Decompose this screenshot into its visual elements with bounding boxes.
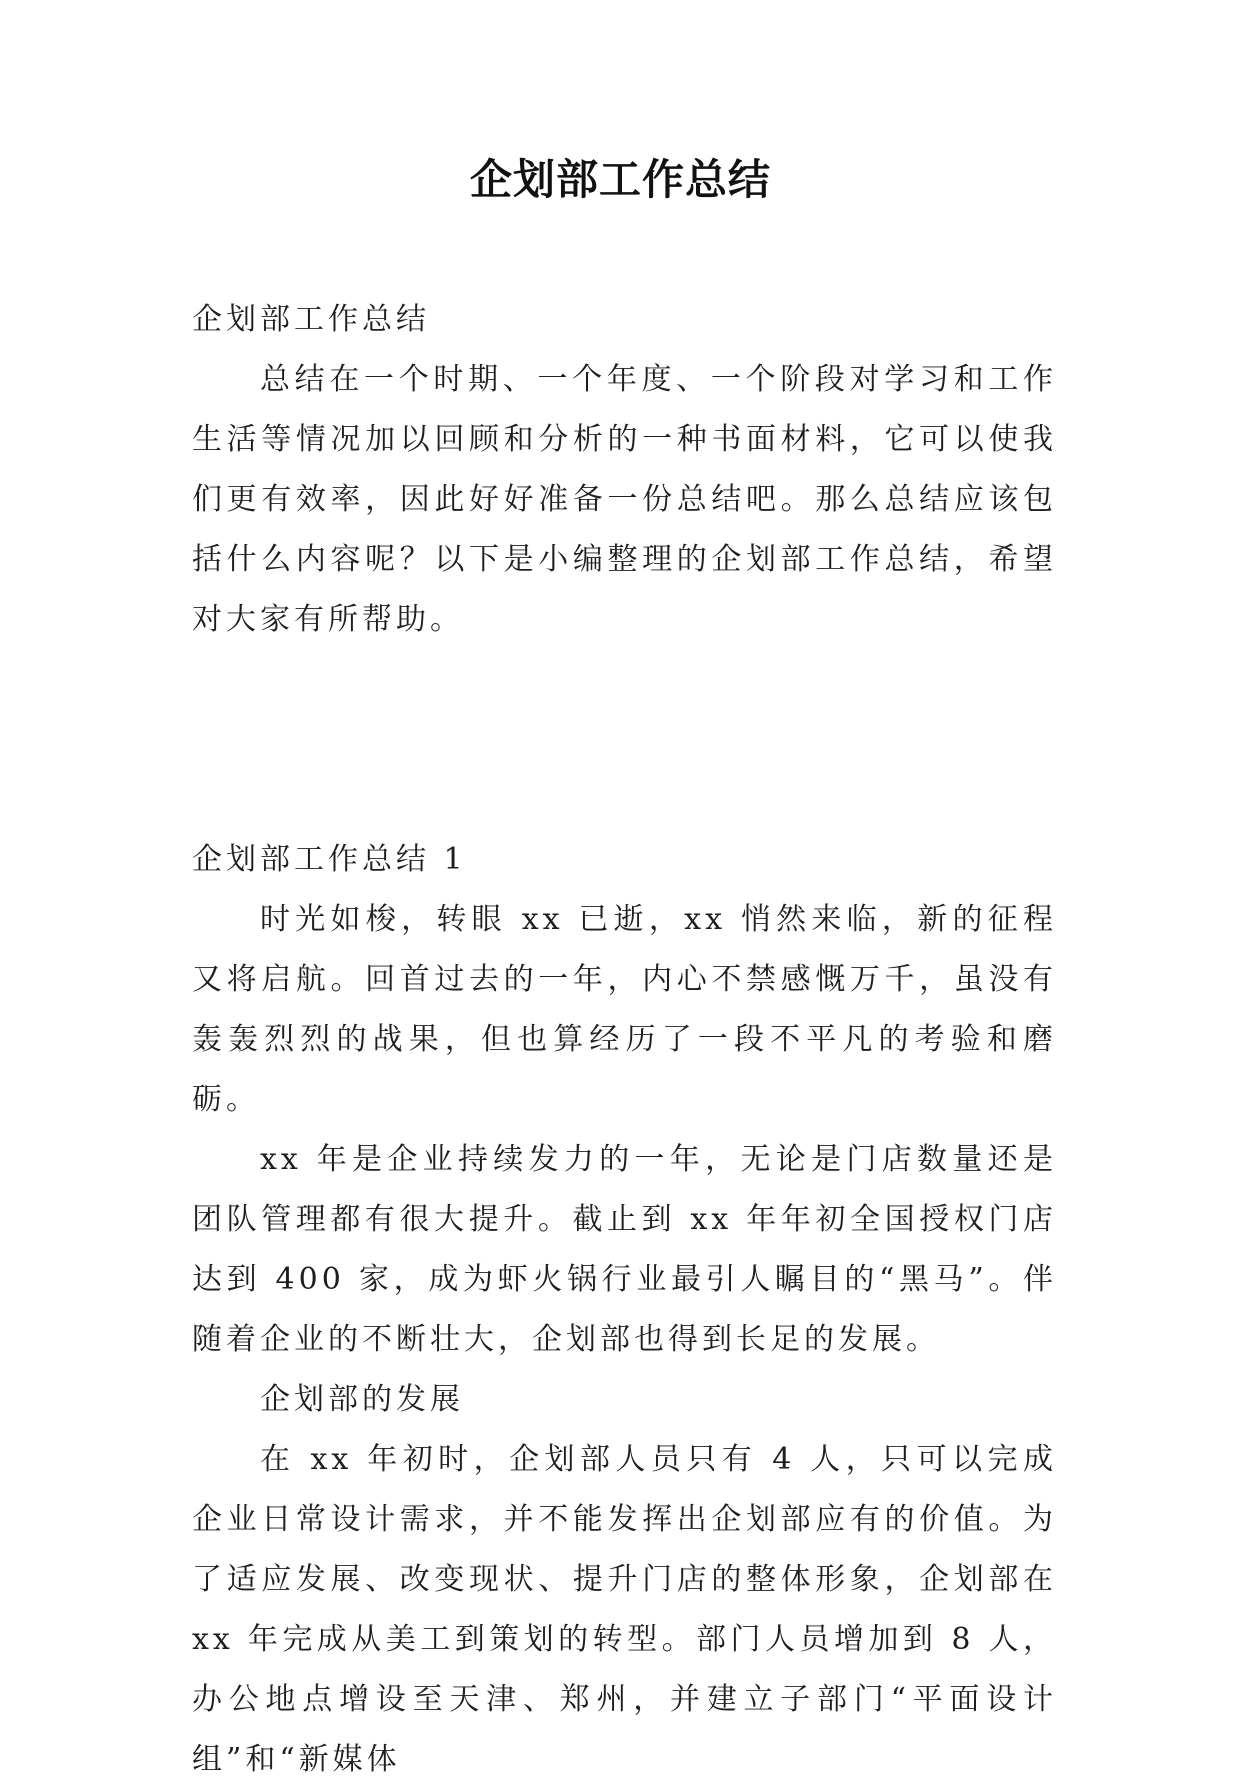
section1-paragraph-2: xx 年是企业持续发力的一年，无论是门店数量还是团队管理都有很大提升。截止到 xx 年年初全国授权门店达到 400 家，成为虾火锅行业最引人瞩目的“黑马”。伴随着企业的不断壮大，企划部也得到长足的发展。 bbox=[192, 1142, 1057, 1357]
section1-heading: 企划部工作总结 1 bbox=[192, 842, 467, 877]
document-title: 企划部工作总结 bbox=[469, 155, 771, 204]
section1-subheading: 企划部的发展 bbox=[260, 1382, 464, 1417]
document-body bbox=[192, 290, 1057, 1790]
intro-heading: 企划部工作总结 bbox=[192, 302, 430, 337]
section-spacer bbox=[192, 650, 1057, 830]
intro-paragraph: 总结在一个时期、一个年度、一个阶段对学习和工作生活等情况加以回顾和分析的一种书面材料，它可以使我们更有效率，因此好好准备一份总结吧。那么总结应该包括什么内容呢？以下是小编整理的企划部工作总结，希望对大家有所帮助。 bbox=[192, 362, 1057, 637]
section1-paragraph-1: 时光如梭，转眼 xx 已逝，xx 悄然来临，新的征程又将启航。回首过去的一年，内心不禁感慨万千，虽没有轰轰烈烈的战果，但也算经历了一段不平凡的考验和磨砺。 bbox=[192, 902, 1057, 1117]
section1-paragraph-3: 在 xx 年初时，企划部人员只有 4 人，只可以完成企业日常设计需求，并不能发挥出企划部应有的价值。为了适应发展、改变现状、提升门店的整体形象，企划部在 xx 年完成从美工到策划的转型。部门人员增加到 8 人，办公地点增设至天津、郑州，并建立子部门“平面设计组”和“新媒体 bbox=[192, 1442, 1057, 1777]
